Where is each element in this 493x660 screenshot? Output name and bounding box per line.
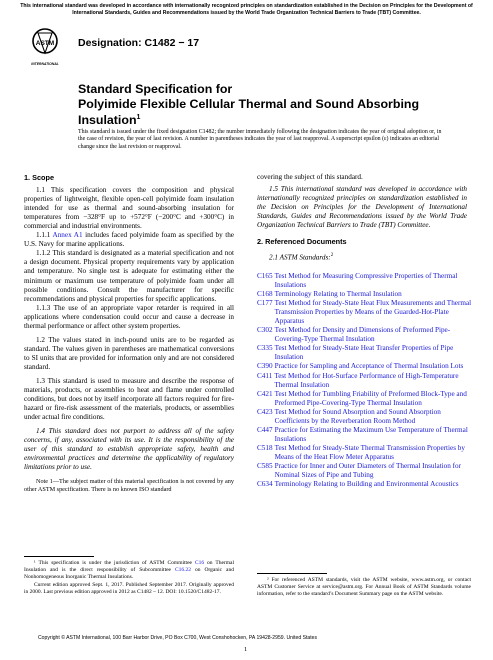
- astm-standards-label: 2.1 ASTM Standards:: [269, 253, 331, 262]
- reference-title-link[interactable]: Test Method for Sound Absorption and Sound Absorption Coefficients by the Reverberation Room Method: [274, 407, 441, 425]
- continuation-text: covering the subject of this standard.: [257, 173, 363, 181]
- footnote-1: [24, 560, 234, 596]
- title-line-1: Standard Specification for: [78, 82, 233, 96]
- page-number: 1: [244, 646, 248, 653]
- para-1-5: 1.5 This international standard was developed in accordance with internationally recognized principles on standardization established in the Decision on Principles for the Development of International Standards, Guides and Recommendations issued by the World Trade Organization Technical Barriers to Trade (TBT) Committee.: [257, 185, 467, 230]
- reference-code-link[interactable]: C168: [257, 290, 273, 299]
- reference-item: [257, 299, 475, 326]
- subcommittee-c1622-link[interactable]: C16.22: [174, 567, 191, 574]
- scope-heading: 1. Scope: [24, 173, 55, 182]
- reference-code-link[interactable]: C177: [257, 299, 273, 308]
- reference-code-link[interactable]: C335: [257, 344, 273, 353]
- reference-code-link[interactable]: C421: [257, 389, 273, 398]
- svg-text:INTERNATIONAL: INTERNATIONAL: [31, 62, 59, 66]
- annex-a1-link[interactable]: Annex A1: [52, 231, 83, 240]
- reference-code-link[interactable]: C585: [257, 461, 273, 470]
- astm-logo-icon: [30, 27, 60, 73]
- para-1-1-1-text: includes faced polyimide foam as specified by the U.S. Navy for marine applications.: [24, 231, 234, 249]
- reference-item: [257, 390, 475, 408]
- reference-item: [257, 326, 475, 344]
- reference-item: [257, 272, 475, 290]
- reference-title-link[interactable]: Practice for Estimating the Maximum Use Temperature of Thermal Insulations: [274, 425, 468, 443]
- para-2-1: [257, 251, 467, 262]
- reference-title-link[interactable]: Test Method for Steady-State Heat Flux Measurements and Thermal Transmission Properties by Means of the Guarded-Hot-Plate Apparatus: [274, 299, 472, 326]
- reference-title-link[interactable]: Test Method for Steady-State Heat Transfer Properties of Pipe Insulation: [274, 344, 454, 362]
- footnote-2-mark: 2: [330, 253, 334, 259]
- fn1-text-c: on Organic and Nonhomogeneous Inorganic Thermal Insulations.: [24, 567, 234, 581]
- para-1-4: 1.4 This standard does not purport to address all of the safety concerns, if any, associated with its use. It is the responsibility of the user of this standard to establish appropriate safety, health and environmental practices and determine the applicability of regulatory limitations prior to use.: [24, 427, 234, 472]
- reference-item: [257, 290, 475, 299]
- footnote-divider-left: [24, 556, 94, 557]
- reference-title-link[interactable]: Practice for Inner and Outer Diameters of Thermal Insulation for Nominal Sizes of Pipe and Tubing: [274, 461, 462, 480]
- fn1-text-b: on Thermal Insulation and is the direct responsibility of Subcommittee: [24, 560, 235, 574]
- reference-code-link[interactable]: C518: [257, 443, 273, 452]
- reference-title-link[interactable]: Practice for Sampling and Acceptance of Thermal Insulation Lots: [274, 362, 464, 371]
- reference-title-link[interactable]: Test Method for Steady-State Thermal Transmission Properties by Means of the Heat Flow Meter Apparatus: [274, 443, 465, 461]
- reference-title-link[interactable]: Test Method for Density and Dimensions of Preformed Pipe-Covering-Type Thermal Insulation: [274, 326, 451, 344]
- title-footnote-mark: 1: [136, 114, 141, 122]
- referenced-documents-heading: 2. Referenced Documents: [257, 237, 347, 247]
- reference-title-link[interactable]: Terminology Relating to Thermal Insulation: [274, 290, 402, 299]
- reference-item: [257, 372, 475, 390]
- para-1-2: 1.2 The values stated in inch-pound units are to be regarded as standard. The values given in parentheses are mathematical conversions to SI units that are provided for information only and are not considered standard.: [24, 335, 234, 371]
- reference-code-link[interactable]: C302: [257, 326, 273, 335]
- reference-item: [257, 362, 475, 371]
- reference-item: [257, 344, 475, 362]
- para-1-1-1: [24, 231, 234, 249]
- copyright-footer: Copyright © ASTM International, 100 Barr Harbor Drive, PO Box C700, West Conshohocken, PA 19428-2959. United States: [38, 635, 318, 641]
- footnote-2: ² For referenced ASTM standards, visit the ASTM website, www.astm.org, or contact ASTM Customer Service at service@astm.org. For Annual Book of ASTM Standards volume information, refer to the standard’s Document Summary page on the ASTM website.: [257, 577, 471, 598]
- reference-title-link[interactable]: Test Method for Tumbling Friability of Preformed Block-Type and Preformed Pipe-Covering-Type Thermal Insulation: [274, 389, 467, 407]
- reference-code-link[interactable]: C165: [257, 272, 273, 280]
- fn1-text-a: ¹ This specification is under the jurisdiction of ASTM Committee: [34, 560, 195, 566]
- reference-code-link[interactable]: C411: [257, 371, 273, 380]
- reference-item: [257, 462, 475, 480]
- footnote-1-jurisdiction: [24, 560, 234, 582]
- para-1-1: 1.1 This specification covers the composition and physical properties of lightweight, flexible open-cell polyimide foam insulation intended for use as thermal and sound-absorbing insulation for temperatures from −328°F up to +572°F (−200°C and +300°C) in commercial and industrial environments.: [24, 186, 234, 231]
- committee-c16-link[interactable]: C16: [194, 560, 205, 566]
- reference-item: [257, 480, 475, 489]
- left-column: [24, 173, 234, 493]
- svg-text:ASTM: ASTM: [35, 40, 55, 47]
- reference-title-link[interactable]: Test Method for Hot-Surface Performance of High-Temperature Thermal Insulation: [274, 371, 459, 389]
- reference-code-link[interactable]: C447: [257, 425, 273, 434]
- reference-code-link[interactable]: C634: [257, 480, 273, 489]
- footnote-divider-right: [257, 573, 327, 574]
- document-title: [78, 82, 438, 128]
- para-1-1-3: 1.1.3 The use of an appropriate vapor retarder is required in all applications where condensation could occur and cause a decrease in thermal performance or affect other system properties.: [24, 303, 234, 330]
- footnote-1-edition: Current edition approved Sept. 1, 2017. Published September 2017. Originally approved in 2000. Last previous edition approved in 2012 as C1482 – 12. DOI: 10.1520/C1482-17.: [24, 581, 234, 595]
- para-1-3: 1.3 This standard is used to measure and describe the response of materials, products, or assemblies to heat and flame under controlled conditions, but does not by itself incorporate all factors required for fire-hazard or fire-risk assessment of the materials, products, or assemblies under actual fire conditions.: [24, 376, 234, 422]
- designation: Designation: C1482 − 17: [78, 37, 200, 49]
- para-1-1-2: 1.1.2 This standard is designated as a material specification and not a design document. Physical property requirements vary by application and temperature. No single test is adequate for estimating either the minimum or maximum use temperature of polyimide foam under all possible conditions. Consult the manufacturer for specific recommendations and physical properties for specific applications.: [24, 249, 234, 303]
- note-1: Note 1—The subject matter of this material specification is not covered by any other ASTM specification. There is no known ISO standard: [24, 478, 234, 493]
- reference-list: [257, 272, 475, 489]
- reference-item: [257, 444, 475, 462]
- tbt-banner: This international standard was developed in accordance with internationally recognized principles on standardization established in the Decision on Principles for the Development of International Standards, Guides and Recommendations issued by the World Trade Organization Technical Barriers to Trade (TBT) Committee.: [20, 3, 473, 16]
- title-line-2: [78, 97, 438, 128]
- issuance-notice: This standard is issued under the fixed designation C1482; the number immediately following the designation indicates the year of original adoption or, in the case of revision, the year of last revision. A number in parentheses indicates the year of last reapproval. A superscript epsilon (ε) indicates an editorial change since the last revision or reapproval.: [78, 129, 442, 150]
- reference-code-link[interactable]: C390: [257, 362, 273, 371]
- reference-title-link[interactable]: Terminology Relating to Building and Environmental Acoustics: [274, 480, 459, 489]
- reference-item: [257, 426, 475, 444]
- right-column: [257, 173, 467, 264]
- title-main: Polyimide Flexible Cellular Thermal and Sound Absorbing Insulation: [78, 96, 420, 128]
- para-1-1-1-num: 1.1.1: [36, 231, 53, 240]
- reference-title-link[interactable]: Test Method for Measuring Compressive Properties of Thermal Insulations: [274, 272, 458, 290]
- reference-item: [257, 408, 475, 426]
- reference-code-link[interactable]: C423: [257, 407, 273, 416]
